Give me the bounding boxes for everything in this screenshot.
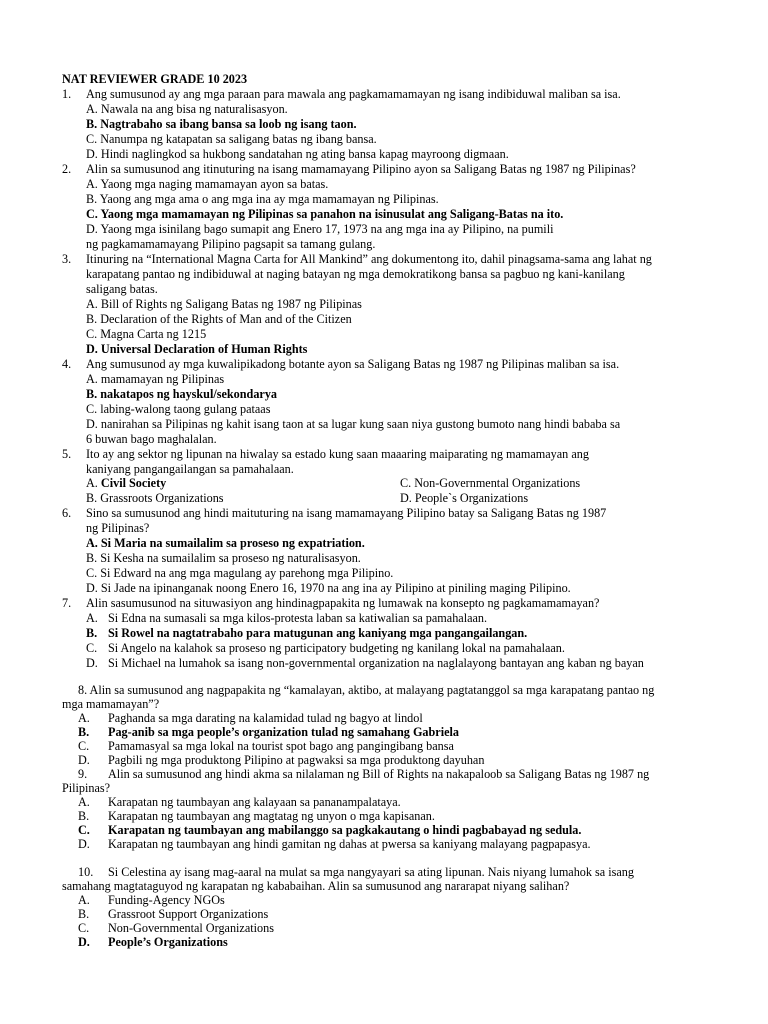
question-text-line-2: kaniyang pangangailangan sa pamahalaan. — [86, 462, 294, 476]
option-a-answer — [86, 476, 166, 491]
question-text: Ito ay ang sektor ng lipunan na hiwalay sa estado kung saan maaaring maiparating ng mamamayan ang — [86, 447, 589, 461]
option-c: Pamamasyal sa mga lokal na tourist spot bago ang pangingibang bansa — [108, 739, 454, 753]
option-b: B. Yaong ang mga ama o ang mga ina ay mga mamamayan ng Pilipinas. — [86, 192, 439, 206]
question-number: 2. — [62, 162, 72, 176]
option-d: Si Michael na lumahok sa isang non-governmental organization na naglalayong bantayan ang kaban ng bayan — [108, 656, 644, 670]
question-text: Ang sumusunod ay mga kuwalipikadong botante ayon sa Saligang Batas ng 1987 ng Pilipinas maliban sa isa. — [86, 357, 620, 371]
option-c-answer: C. Yaong mga mamamayan ng Pilipinas sa panahon na isinusulat ang Saligang-Batas na ito. — [86, 207, 564, 221]
question-number: 3. — [62, 252, 72, 266]
option-d: D. Si Jade na ipinanganak noong Enero 16, 1970 na ang ina ay Pilipino at piniling maging Pilipino. — [86, 581, 571, 595]
option-b: Grassroot Support Organizations — [108, 907, 269, 921]
question-number: 4. — [62, 357, 72, 371]
option-c-letter: C. — [86, 641, 98, 655]
question-number: 10. — [78, 865, 94, 879]
option-d-answer: D. Universal Declaration of Human Rights — [86, 342, 308, 356]
option-d-continued: ng pagkamamamayang Pilipino pagsapit sa tamang gulang. — [86, 237, 376, 251]
option-a-letter: A. — [78, 893, 90, 907]
option-b: B. Grassroots Organizations — [86, 491, 224, 505]
option-d-letter: D. — [86, 656, 98, 670]
option-c: C. Si Edward na ang mga magulang ay parehong mga Pilipino. — [86, 566, 394, 580]
question-text-line-2: karapatang pantao ng indibiduwal at naging batayan ng mga demokratikong bansa sa pagbuo ng kani-kanilang — [86, 267, 625, 281]
option-b-letter: B. — [78, 809, 90, 823]
option-d: D. Hindi naglingkod sa hukbong sandatahan ng ating bansa kapag mayroong digmaan. — [86, 147, 509, 161]
option-d: D. Yaong mga isinilang bago sumapit ang Enero 17, 1973 na ang mga ina ay Pilipino, na pumili — [86, 222, 554, 236]
option-a: A. Bill of Rights ng Saligang Batas ng 1987 ng Pilipinas — [86, 297, 362, 311]
option-b-letter: B. — [78, 725, 90, 739]
question-number: 1. — [62, 87, 72, 101]
question-text: Ang sumusunod ay ang mga paraan para mawala ang pagkamamamayan ng isang indibiduwal maliban sa isa. — [86, 87, 621, 101]
option-d: Karapatan ng taumbayan ang hindi gamitan ng dahas at pwersa sa kaniyang malayang pagpapasya. — [108, 837, 591, 851]
option-d-letter: D. — [78, 935, 90, 949]
option-d-answer: People’s Organizations — [108, 935, 228, 949]
document-title: NAT REVIEWER GRADE 10 2023 — [62, 72, 248, 86]
question-text: Alin sasumusunod na situwasiyon ang hindinagpapakita ng lumawak na konsepto ng pagkamamamayan? — [86, 596, 600, 610]
option-a-letter: A. — [78, 795, 90, 809]
question-number: 9. — [78, 767, 88, 781]
option-c: Non-Governmental Organizations — [108, 921, 274, 935]
option-c-letter: C. — [78, 823, 90, 837]
option-a: A. mamamayan ng Pilipinas — [86, 372, 225, 386]
option-letter: A. — [86, 476, 98, 490]
option-a: Funding-Agency NGOs — [108, 893, 225, 907]
question-text-line-3: saligang batas. — [86, 282, 158, 296]
question-text-line-2: ng Pilipinas? — [86, 521, 150, 535]
option-a-answer: A. Si Maria na sumailalim sa proseso ng expatriation. — [86, 536, 365, 550]
question-text-line-2: Pilipinas? — [62, 781, 111, 795]
option-b: Karapatan ng taumbayan ang magtatag ng unyon o mga kapisanan. — [108, 809, 435, 823]
option-c-letter: C. — [78, 921, 90, 935]
question-text: 8. Alin sa sumusunod ang nagpapakita ng “kamalayan, aktibo, at malayang pagtatanggol sa mga karapatang pantao ng — [78, 683, 655, 697]
option-b-answer: B. Nagtrabaho sa ibang bansa sa loob ng isang taon. — [86, 117, 357, 131]
option-d-letter: D. — [78, 753, 90, 767]
option-d-letter: D. — [78, 837, 90, 851]
question-text: Alin sa sumusunod ang itinuturing na isang mamamayang Pilipino ayon sa Saligang Batas ng 1987 ng Pilipinas? — [86, 162, 636, 176]
option-b-answer: B. nakatapos ng hayskul/sekondarya — [86, 387, 278, 401]
option-c: C. Magna Carta ng 1215 — [86, 327, 207, 341]
option-d: D. People`s Organizations — [400, 491, 529, 505]
option-text: Civil Society — [100, 476, 167, 490]
question-number: 5. — [62, 447, 72, 461]
option-c: Si Angelo na kalahok sa proseso ng participatory budgeting ng kanilang lokal na pamahalaan. — [108, 641, 565, 655]
option-a: A. Nawala na ang bisa ng naturalisasyon. — [86, 102, 288, 116]
option-a-letter: A. — [86, 611, 98, 625]
option-a: Paghanda sa mga darating na kalamidad tulad ng bagyo at lindol — [108, 711, 423, 725]
question-number: 6. — [62, 506, 72, 520]
question-text: Sino sa sumusunod ang hindi maituturing na isang mamamayang Pilipino batay sa Saligang Batas ng 1987 — [86, 506, 607, 520]
option-c-letter: C. — [78, 739, 90, 753]
option-a-letter: A. — [78, 711, 90, 725]
option-b: B. Declaration of the Rights of Man and of the Citizen — [86, 312, 352, 326]
option-a: A. Yaong mga naging mamamayan ayon sa batas. — [86, 177, 329, 191]
option-c: C. Nanumpa ng katapatan sa saligang batas ng ibang bansa. — [86, 132, 377, 146]
option-d: Pagbili ng mga produktong Pilipino at pagwaksi sa mga produktong dayuhan — [108, 753, 485, 767]
question-number: 7. — [62, 596, 72, 610]
option-b-answer: Si Rowel na nagtatrabaho para matugunan ang kaniyang mga pangangailangan. — [108, 626, 528, 640]
option-d: D. nanirahan sa Pilipinas ng kahit isang taon at sa lugar kung saan niya gustong bumoto nang hindi bababa sa — [86, 417, 621, 431]
option-c: C. labing-walong taong gulang pataas — [86, 402, 271, 416]
option-b: B. Si Kesha na sumailalim sa proseso ng naturalisasyon. — [86, 551, 361, 565]
question-text: Itinuring na “International Magna Carta for All Mankind” ang dokumentong ito, dahil pinagsama-sama ang lahat ng — [86, 252, 652, 266]
option-c-answer: Karapatan ng taumbayan ang mabilanggo sa pagkakautang o hindi pagbabayad ng sedula. — [108, 823, 582, 837]
option-c: C. Non-Governmental Organizations — [400, 476, 581, 490]
option-b-letter: B. — [78, 907, 90, 921]
question-text: Si Celestina ay isang mag-aaral na mulat sa mga nangyayari sa ating lipunan. Nais niyang lumahok sa isang — [108, 865, 634, 879]
option-b-letter: B. — [86, 626, 98, 640]
option-a: Si Edna na sumasali sa mga kilos-protesta laban sa katiwalian sa pamahalaan. — [108, 611, 488, 625]
option-d-continued: 6 buwan bago maghalalan. — [86, 432, 217, 446]
question-text-line-2: samahang magtataguyod ng karapatan ng kababaihan. Alin sa sumusunod ang nararapat niyang salihan? — [62, 879, 570, 893]
question-text-line-2: mga mamamayan”? — [62, 697, 160, 711]
option-a: Karapatan ng taumbayan ang kalayaan sa pananampalataya. — [108, 795, 401, 809]
question-text: Alin sa sumusunod ang hindi akma sa nilalaman ng Bill of Rights na nakapaloob sa Saligang Batas ng 1987 ng — [108, 767, 650, 781]
option-b-answer: Pag-anib sa mga people’s organization tulad ng samahang Gabriela — [108, 725, 459, 739]
